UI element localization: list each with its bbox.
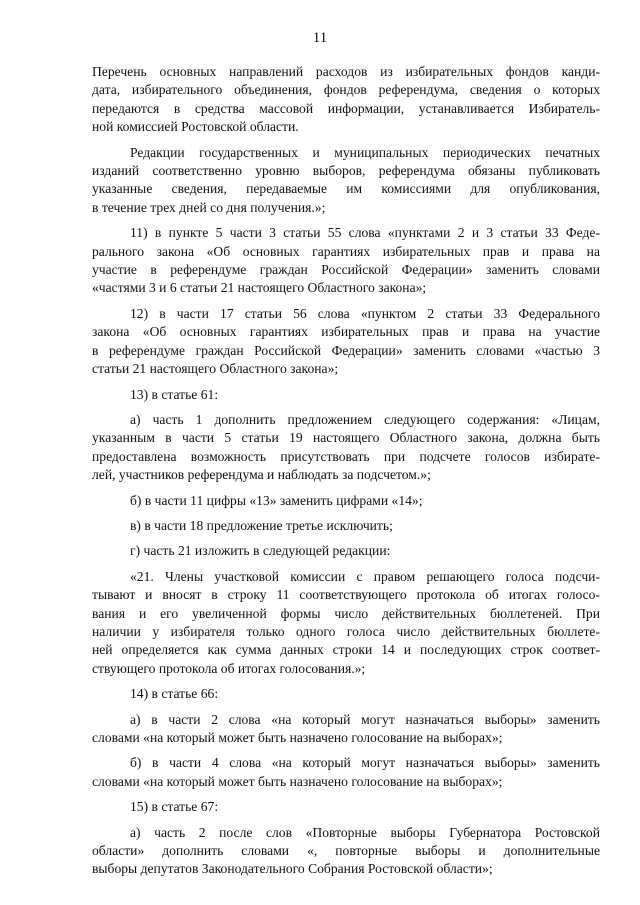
paragraph bbox=[92, 63, 600, 137]
paragraph bbox=[92, 492, 600, 510]
text-line: а) в части 2 слова «на который могут назначаться выборы» заменить bbox=[130, 711, 600, 727]
text-line: указанным в части 5 статьи 19 настоящего Областного закона, должна быть bbox=[92, 430, 600, 446]
text-line: лей, участников референдума и наблюдать за подсчетом.»; bbox=[92, 467, 431, 483]
text-line: б) в части 11 цифры «13» заменить цифрами «14»; bbox=[130, 492, 423, 508]
page-number: 11 bbox=[312, 30, 328, 46]
text-line: в референдуме граждан Российской Федерации» заменить словами «частью 3 bbox=[92, 342, 600, 358]
paragraph bbox=[92, 386, 600, 404]
paragraph bbox=[92, 824, 600, 879]
paragraph bbox=[92, 144, 600, 218]
text-line: выборы депутатов Законодательного Собрания Ростовской области»; bbox=[92, 861, 493, 877]
text-line: г) часть 21 изложить в следующей редакции: bbox=[130, 543, 391, 559]
text-line: передаются в средства массовой информации, устанавливается Избиратель- bbox=[92, 100, 600, 116]
text-line: словами «на который может быть назначено голосование на выборах»; bbox=[92, 773, 503, 789]
paragraph bbox=[92, 224, 600, 298]
paragraph bbox=[92, 798, 600, 816]
text-line: ней определяется как сумма данных строки 14 и последующих строк соответ- bbox=[92, 642, 600, 658]
text-line: рального закона «Об основных гарантиях избирательных прав и права на bbox=[92, 243, 600, 259]
text-line: дата, избирательного объединения, фондов референдума, сведения о которых bbox=[92, 82, 600, 98]
paragraph bbox=[92, 568, 600, 678]
text-line: «21. Члены участковой комиссии с правом решающего голоса подсчи- bbox=[130, 568, 600, 584]
paragraph bbox=[92, 542, 600, 560]
text-line: области» дополнить словами «, повторные выборы и дополнительные bbox=[92, 843, 600, 859]
text-line: 13) в статье 61: bbox=[130, 386, 219, 402]
text-line: б) в части 4 слова «на который могут назначаться выборы» заменить bbox=[130, 755, 600, 771]
text-line: наличии у избирателя только одного голоса число действительных бюллете- bbox=[92, 623, 600, 639]
text-line: участие в референдуме граждан Российской Федерации» заменить словами bbox=[92, 262, 600, 278]
text-line: предоставлена возможность присутствовать при подсчете голосов избирате- bbox=[92, 448, 600, 464]
text-line: указанные сведения, передаваемые им комиссиями для опубликования, bbox=[92, 181, 600, 197]
paragraph bbox=[92, 517, 600, 535]
paragraph bbox=[92, 305, 600, 379]
document-body bbox=[92, 63, 600, 886]
text-line: в) в части 18 предложение третье исключить; bbox=[130, 517, 393, 533]
paragraph bbox=[92, 685, 600, 703]
paragraph bbox=[92, 754, 600, 791]
text-line: 14) в статье 66: bbox=[130, 686, 219, 702]
text-line: Перечень основных направлений расходов из избирательных фондов канди- bbox=[92, 64, 600, 79]
text-line: тывают и вносят в строку 11 соответствующего протокола об итогах голосо- bbox=[92, 587, 600, 603]
text-line: ствующего протокола об итогах голосования.»; bbox=[92, 660, 366, 676]
text-line: а) часть 1 дополнить предложением следующего содержания: «Лицам, bbox=[130, 411, 600, 427]
text-line: статьи 21 настоящего Областного закона»; bbox=[92, 361, 339, 377]
text-line: 11) в пункте 5 части 3 статьи 55 слова «пунктами 2 и 3 статьи 33 Феде- bbox=[130, 225, 600, 241]
paragraph bbox=[92, 411, 600, 485]
text-line: а) часть 2 после слов «Повторные выборы Губернатора Ростовской bbox=[130, 824, 600, 840]
paragraph bbox=[92, 711, 600, 748]
text-line: Редакции государственных и муниципальных периодических печатных bbox=[130, 144, 600, 160]
text-line: вания и его увеличенной формы число действительных бюллетеней. При bbox=[92, 605, 600, 621]
text-line: 15) в статье 67: bbox=[130, 799, 219, 815]
text-line: «частями 3 и 6 статьи 21 настоящего Областного закона»; bbox=[92, 280, 427, 296]
text-line: словами «на который может быть назначено голосование на выборах»; bbox=[92, 730, 503, 745]
text-line: изданий соответственно уровню выборов, референдума обязаны публиковать bbox=[92, 163, 600, 179]
text-line: ной комиссией Ростовской области. bbox=[92, 119, 299, 135]
text-line: 12) в части 17 статьи 56 слова «пунктом 2 статьи 33 Федерального bbox=[130, 305, 600, 321]
text-line: закона «Об основных гарантиях избирательных прав и права на участие bbox=[92, 324, 600, 340]
text-line: в течение трех дней со дня получения.»; bbox=[92, 199, 326, 215]
